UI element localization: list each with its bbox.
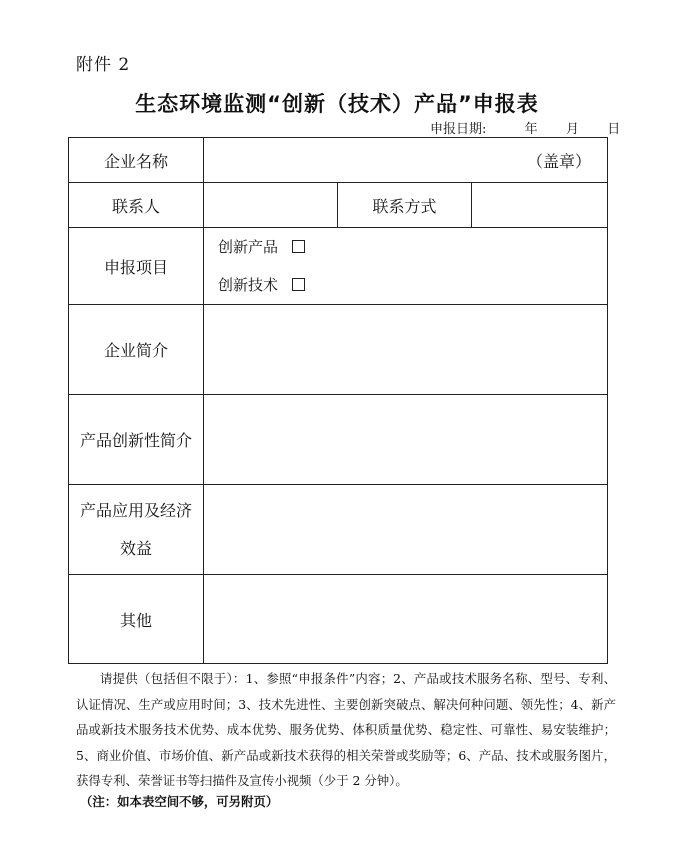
other-label: 其他 <box>69 575 204 664</box>
project-label: 申报项目 <box>69 228 204 305</box>
company-name-field[interactable] <box>204 138 608 183</box>
row-application <box>69 485 608 575</box>
contact-method-label: 联系方式 <box>338 183 472 228</box>
form-title: 生态环境监测“创新（技术）产品”申报表 <box>135 92 539 116</box>
option-innovative-technology[interactable] <box>204 266 607 304</box>
option-tech-label: 创新技术 <box>218 276 279 294</box>
innovation-intro-field[interactable] <box>204 395 608 485</box>
contact-person-field[interactable] <box>204 183 338 228</box>
application-label-line2: 效益 <box>119 538 152 558</box>
date-day: 日 <box>607 122 621 137</box>
contact-method-field[interactable] <box>472 183 608 228</box>
application-label <box>69 485 204 575</box>
row-company-intro <box>69 305 608 395</box>
seal-note: （盖章） <box>527 151 592 171</box>
application-label-line1: 产品应用及经济 <box>79 500 192 520</box>
date-month: 月 <box>565 122 579 137</box>
company-name-label: 企业名称 <box>69 138 204 183</box>
application-form-table <box>68 137 608 664</box>
date-year: 年 <box>524 122 538 137</box>
checkbox-icon[interactable] <box>292 240 305 253</box>
innovation-intro-label: 产品创新性简介 <box>69 395 204 485</box>
row-innovation-intro <box>69 395 608 485</box>
option-product-label: 创新产品 <box>218 238 279 256</box>
footnote: （注：如本表空间不够，可另附页） <box>80 794 279 809</box>
row-contact <box>69 183 608 228</box>
other-field[interactable] <box>204 575 608 664</box>
contact-person-label: 联系人 <box>69 183 204 228</box>
checkbox-icon[interactable] <box>292 278 305 291</box>
company-intro-field[interactable] <box>204 305 608 395</box>
company-intro-label: 企业简介 <box>69 305 204 395</box>
row-project <box>69 228 608 305</box>
project-options <box>204 228 608 305</box>
row-company-name <box>69 138 608 183</box>
instructions-note: 请提供（包括但不限于）：1、参照“申报条件”内容；2、产品或技术服务名称、型号、专利、认证情况、生产或应用时间；3、技术先进性、主要创新突破点、解决何种问题、领先性；4、新产品或新技术服务技术优势、成本优势、服务优势、体积质量优势、稳定性、可靠性、易安装维护；5、商业价值、市场价值、新产品或新技术获得的相关荣誉或奖励等；6、产品、技术或服务图片，获得专利、荣誉证书等扫描件及宣传小视频（少于 2 分钟）。 <box>76 671 616 788</box>
application-field[interactable] <box>204 485 608 575</box>
application-date <box>430 118 620 137</box>
date-label: 申报日期: <box>430 122 487 137</box>
row-other <box>69 575 608 664</box>
option-innovative-product[interactable] <box>204 228 607 266</box>
attachment-label: 附件 2 <box>76 55 131 75</box>
